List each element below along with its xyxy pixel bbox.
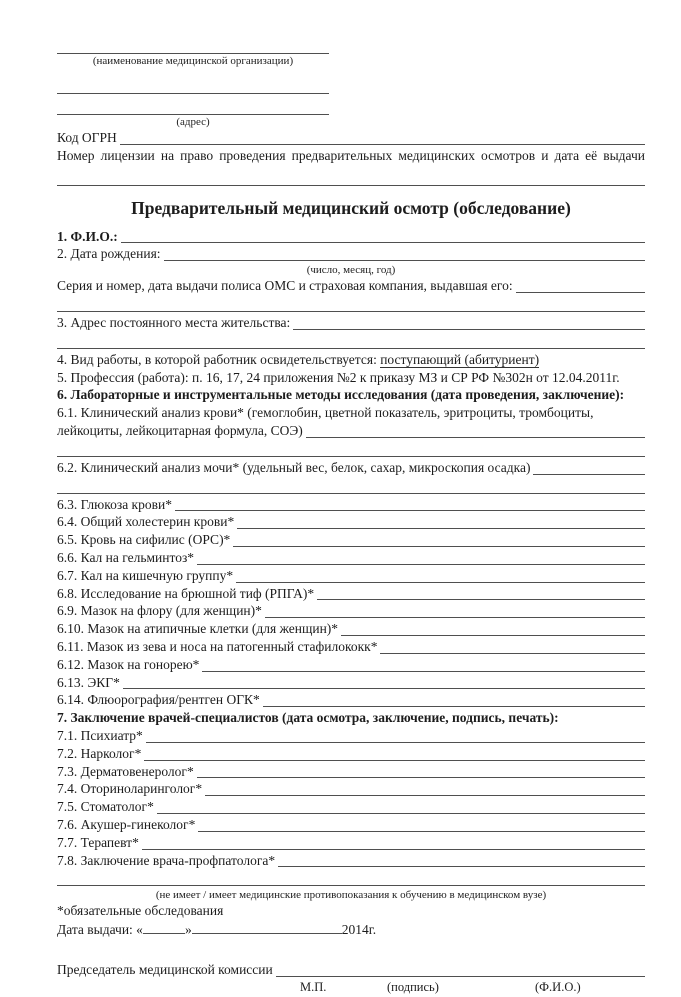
spacer: [57, 939, 645, 951]
lab-item-6-1-line2: лейкоциты, лейкоцитарная формула, СОЭ): [57, 422, 303, 438]
address-label: 3. Адрес постоянного места жительства:: [57, 314, 291, 330]
profession-row: 5. Профессия (работа): п. 16, 17, 24 приложения №2 к приказу МЗ и СР РФ №302н от 12.04.2011г.: [57, 369, 620, 385]
lab-item-input-line[interactable]: [377, 638, 645, 656]
chairman-field-row: [57, 961, 645, 979]
lab-item-label: 6.4. Общий холестерин крови*: [57, 514, 235, 530]
birth-date-caption: (число, месяц, год): [306, 264, 396, 277]
lab-item-input-line[interactable]: [234, 513, 645, 531]
lab-section-heading: 6. Лабораторные и инструментальные методы исследования (дата проведения, заключение):: [57, 387, 625, 403]
stamp-place-label: М.П.: [300, 979, 327, 994]
lab-item-row: [57, 513, 645, 531]
conclusion-caption: (не имеет / имеет медицинские противопоказания к обучению в медицинском вузе): [155, 889, 547, 902]
mandatory-note: *обязательные обследования: [57, 903, 224, 919]
issue-date-year: 2014г.: [341, 922, 377, 938]
address-input-line-2[interactable]: [57, 332, 645, 351]
fio-input-line[interactable]: [118, 228, 645, 246]
org-name-input-line[interactable]: [57, 40, 329, 54]
specialist-item-row: [57, 727, 645, 745]
specialist-item-row: [57, 745, 645, 763]
lab-item-row: [57, 638, 645, 656]
issue-date-quote-close: »: [184, 922, 192, 938]
specialist-item-input-line[interactable]: [141, 745, 645, 763]
specialist-item-row: [57, 834, 645, 852]
lab-item-row: [57, 691, 645, 709]
lab-item-6-1-line1: 6.1. Клинический анализ крови* (гемоглобин, цветной показатель, эритроциты, тромбоциты,: [57, 405, 594, 421]
license-input-line[interactable]: [57, 169, 645, 188]
lab-item-6-2-row: [57, 459, 645, 477]
specialist-item-input-line[interactable]: [139, 834, 645, 852]
issue-date-row: [57, 921, 645, 939]
org-name-caption: (наименование медицинской организации): [92, 55, 294, 67]
chairman-input-line[interactable]: [273, 961, 645, 979]
address-field-row: [57, 314, 645, 332]
chairman-label: Председатель медицинской комиссии: [57, 961, 273, 977]
work-type-value: поступающий (абитуриент): [380, 351, 540, 367]
lab-item-row: [57, 496, 645, 514]
lab-item-input-line[interactable]: [172, 496, 645, 514]
lab-item-input-line[interactable]: [230, 531, 645, 549]
specialist-item-row: [57, 780, 645, 798]
lab-item-label: 6.11. Мазок из зева и носа на патогенный стафилококк*: [57, 638, 378, 654]
ogrn-label: Код ОГРН: [57, 130, 117, 145]
specialist-item-input-line[interactable]: [154, 798, 645, 816]
lab-item-row: [57, 602, 645, 620]
lab-item-label: 6.9. Мазок на флору (для женщин)*: [57, 603, 262, 619]
lab-item-row: [57, 531, 645, 549]
work-type-label: 4. Вид работы, в которой работник освидетельствуется:: [57, 351, 377, 367]
ogrn-field-row: [57, 129, 645, 147]
lab-item-row: [57, 656, 645, 674]
lab-item-label: 6.14. Флюорография/рентген ОГК*: [57, 692, 260, 708]
issue-month-input-line[interactable]: [192, 921, 342, 934]
license-label: Номер лицензии на право проведения предварительных медицинских осмотров и дата её выдачи: [57, 147, 645, 163]
specialist-item-label: 7.7. Терапевт*: [57, 834, 139, 850]
specialist-item-input-line[interactable]: [275, 852, 645, 870]
org-address-caption: (адрес): [176, 116, 210, 128]
issue-day-input-line[interactable]: [143, 921, 185, 934]
lab-item-row: [57, 620, 645, 638]
specialist-item-row: [57, 852, 645, 870]
org-header: [57, 40, 645, 129]
fio-label: 1. Ф.И.О.:: [57, 228, 118, 244]
lab-item-row: [57, 567, 645, 585]
lab-item-input-line[interactable]: [199, 656, 645, 674]
lab-item-label: 6.10. Мазок на атипичные клетки (для женщин)*: [57, 621, 339, 637]
specialist-item-row: [57, 763, 645, 781]
lab-item-label: 6.3. Глюкоза крови*: [57, 496, 172, 512]
specialist-item-label: 7.5. Стоматолог*: [57, 799, 154, 815]
lab-item-input-line[interactable]: [314, 585, 645, 603]
signature-caption: (подпись): [387, 979, 439, 994]
ogrn-input-line[interactable]: [117, 129, 645, 147]
lab-item-input-line[interactable]: [338, 620, 645, 638]
lab-item-input-line[interactable]: [262, 602, 645, 620]
oms-input-line[interactable]: [513, 277, 645, 295]
lab-item-input-line[interactable]: [233, 567, 645, 585]
oms-field-row: [57, 277, 645, 295]
lab-item-input-line[interactable]: [194, 549, 645, 567]
specialist-item-label: 7.8. Заключение врача-профпатолога*: [57, 852, 276, 868]
specialist-item-input-line[interactable]: [195, 816, 645, 834]
lab-item-6-2-label: 6.2. Клинический анализ мочи* (удельный вес, белок, сахар, микроскопия осадка): [57, 459, 531, 475]
lab-item-input-line[interactable]: [120, 674, 645, 692]
lab-item-label: 6.5. Кровь на сифилис (ОРС)*: [57, 532, 231, 548]
lab-item-label: 6.7. Кал на кишечную группу*: [57, 567, 234, 583]
lab-item-6-1-row: [57, 422, 645, 440]
specialist-item-input-line[interactable]: [202, 780, 645, 798]
lab-item-label: 6.13. ЭКГ*: [57, 674, 120, 690]
specialist-item-row: [57, 816, 645, 834]
lab-item-input-line[interactable]: [260, 691, 645, 709]
lab-item-row: [57, 585, 645, 603]
specialists-section-heading: 7. Заключение врачей-специалистов (дата осмотра, заключение, подпись, печать):: [57, 710, 559, 726]
specialist-item-label: 7.2. Нарколог*: [57, 745, 142, 761]
lab-item-6-1-input-line-2[interactable]: [57, 440, 645, 459]
specialist-item-input-line[interactable]: [194, 763, 645, 781]
lab-item-6-1-input-line[interactable]: [303, 422, 645, 440]
lab-item-6-2-input-line-2[interactable]: [57, 477, 645, 496]
specialist-item-label: 7.4. Оториноларинголог*: [57, 781, 203, 797]
lab-item-6-2-input-line[interactable]: [530, 459, 645, 477]
work-type-row: [57, 351, 645, 369]
conclusion-input-line[interactable]: [57, 869, 645, 888]
birth-date-field-row: [57, 245, 645, 263]
lab-item-row: [57, 674, 645, 692]
org-name-input-line-2[interactable]: [57, 80, 329, 94]
issue-date-label: Дата выдачи: «: [57, 922, 143, 938]
address-input-line[interactable]: [290, 314, 645, 332]
fio-caption: (Ф.И.О.): [535, 979, 581, 994]
specialist-item-label: 7.1. Психиатр*: [57, 727, 143, 743]
fio-field-row: [57, 228, 645, 246]
lab-item-label: 6.6. Кал на гельминтоз*: [57, 549, 195, 565]
specialist-item-label: 7.3. Дерматовенеролог*: [57, 763, 194, 779]
signature-captions-row: [57, 979, 645, 997]
oms-input-line-2[interactable]: [57, 295, 645, 314]
lab-item-row: [57, 549, 645, 567]
specialist-item-input-line[interactable]: [143, 727, 645, 745]
birth-date-label: 2. Дата рождения:: [57, 246, 161, 262]
specialist-item-row: [57, 798, 645, 816]
lab-item-label: 6.8. Исследование на брюшной тиф (РПГА)*: [57, 585, 315, 601]
lab-item-label: 6.12. Мазок на гонорею*: [57, 656, 200, 672]
birth-date-input-line[interactable]: [161, 245, 645, 263]
org-address-input-line[interactable]: [57, 101, 329, 115]
form-title: Предварительный медицинский осмотр (обследование): [131, 197, 571, 218]
oms-label: Серия и номер, дата выдачи полиса ОМС и страховая компания, выдавшая его:: [57, 278, 513, 294]
specialist-item-label: 7.6. Акушер-гинеколог*: [57, 816, 196, 832]
